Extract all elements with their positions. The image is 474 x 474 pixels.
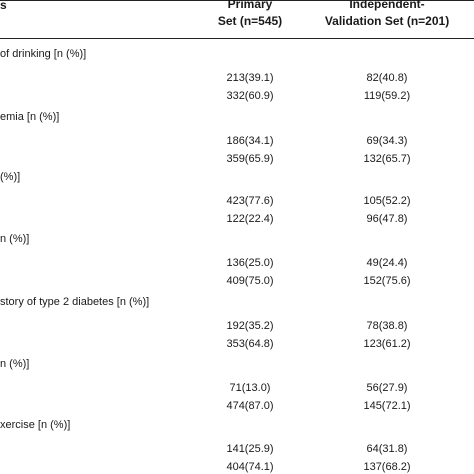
- primary-value: 136(25.0): [226, 257, 274, 269]
- row-label: emia [n (%)]: [0, 111, 60, 123]
- validation-value: 152(75.6): [363, 275, 411, 287]
- primary-value: 359(65.9): [226, 153, 274, 165]
- row-label: (%)]: [0, 171, 21, 183]
- validation-value: 64(31.8): [366, 443, 408, 455]
- primary-value: 404(74.1): [226, 461, 274, 473]
- primary-value: 186(34.1): [226, 135, 274, 147]
- primary-value: 192(35.2): [226, 320, 274, 332]
- row-label: n (%)]: [0, 233, 30, 245]
- validation-value: 123(61.2): [363, 338, 411, 350]
- validation-value: 69(34.3): [366, 135, 408, 147]
- header-validation-line2: Validation Set (n=201): [324, 14, 450, 28]
- validation-value: 49(24.4): [366, 257, 408, 269]
- validation-value: 132(65.7): [363, 153, 411, 165]
- row-label: xercise [n (%)]: [0, 419, 71, 431]
- primary-value: 141(25.9): [226, 443, 274, 455]
- header-col0-text: s: [0, 0, 7, 12]
- header-primary-line2: Set (n=545): [217, 14, 283, 28]
- primary-value: 353(64.8): [226, 338, 274, 350]
- validation-value: 78(38.8): [366, 320, 408, 332]
- validation-value: 119(59.2): [363, 90, 411, 102]
- row-label: story of type 2 diabetes [n (%)]: [0, 296, 150, 308]
- validation-value: 105(52.2): [363, 195, 411, 207]
- validation-value: 82(40.8): [366, 72, 408, 84]
- row-label: of drinking [n (%)]: [0, 48, 87, 60]
- header-rule: [0, 38, 474, 39]
- header-validation-line1: Independent-: [349, 0, 425, 11]
- primary-value: 474(87.0): [226, 400, 274, 412]
- validation-value: 137(68.2): [363, 461, 411, 473]
- row-label: n (%)]: [0, 358, 30, 370]
- primary-value: 409(75.0): [226, 275, 274, 287]
- header-primary-line1: Primary: [227, 0, 273, 11]
- primary-value: 332(60.9): [226, 90, 274, 102]
- primary-value: 213(39.1): [226, 72, 274, 84]
- validation-value: 56(27.9): [366, 382, 408, 394]
- primary-value: 122(22.4): [226, 213, 274, 225]
- header-validation: [300, 0, 474, 30]
- validation-value: 145(72.1): [363, 400, 411, 412]
- primary-value: 71(13.0): [229, 382, 271, 394]
- header-col0: [0, 0, 7, 14]
- header-primary: [190, 0, 310, 30]
- validation-value: 96(47.8): [366, 213, 408, 225]
- primary-value: 423(77.6): [226, 195, 274, 207]
